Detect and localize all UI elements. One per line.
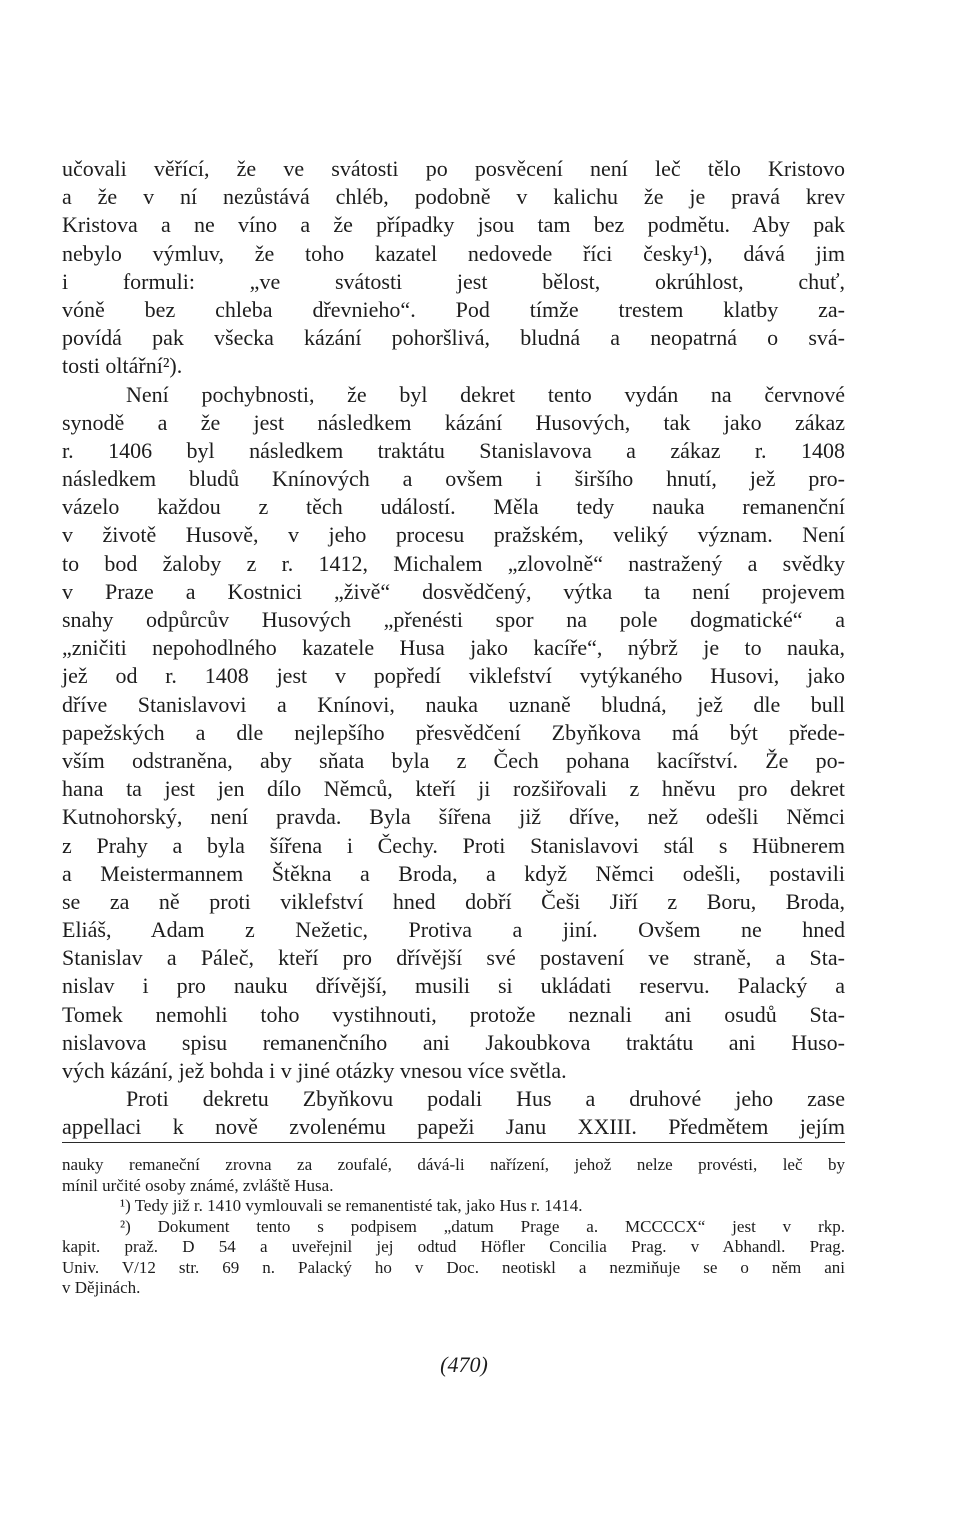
text-line: v životě Husově, v jeho procesu pražském, veliký význam. Není (62, 522, 845, 548)
text-line: dříve Stanislavovi a Knínovi, nauka uznaně bludná, jež dle bull (62, 691, 845, 717)
text-line: „zničiti nepohodlného kazatele Husa jako kacíře“, nýbrž je to nauka, (62, 635, 845, 661)
text-line: hana ta jest jen dílo Němců, kteří ji rozšiřovali z hněvu pro dekret (62, 776, 845, 802)
footnote-line: nauky remaneční zrovna za zoufalé, dává-li nařízení, jehož nelze provésti, leč by (62, 1155, 845, 1174)
footnotes (62, 1155, 845, 1299)
text-line: se za ně proti viklefství hned dobří Češi Jiří z Boru, Broda, (62, 888, 845, 914)
text-line: následkem bludů Knínových a ovšem i širšího hnutí, jež pro- (62, 466, 845, 492)
text-line: papežských a dle nejlepšího přesvědčení Zbyňkova má být přede- (62, 719, 845, 745)
footnote-1: ¹) Tedy již r. 1410 vymlouvali se remanentisté tak, jako Hus r. 1414. (120, 1196, 583, 1215)
text-line: vóně bez chleba dřevnieho“. Pod tímže trestem klatby za- (62, 296, 845, 322)
footnote-line: v Dějinách. (62, 1278, 141, 1297)
paragraph-start-line: Není pochybnosti, že byl dekret tento vydán na červnové (126, 381, 845, 407)
text-line: a že v ní nezůstává chléb, podobně v kalichu že je pravá krev (62, 184, 845, 210)
text-line: v Praze a Kostnici „živě“ dosvědčený, výtka ta není projevem (62, 578, 845, 604)
text-line: Stanislav a Páleč, kteří pro dřívější své postavení ve straně, a Sta- (62, 945, 845, 971)
text-line: vším odstraněna, aby sňata byla z Čech pohana kacířství. Že po- (62, 747, 845, 773)
text-line: jež od r. 1408 jest v popředí viklefství vytýkaného Husovi, jako (62, 663, 845, 689)
text-line: vých kázání, jež bohda i v jiné otázky vnesou více světla. (62, 1058, 567, 1083)
text-line: Eliáš, Adam z Nežetic, Protiva a jiní. Ovšem ne hned (62, 917, 845, 943)
page-number: (470) (440, 1352, 488, 1377)
text-line: to bod žaloby z r. 1412, Michalem „zlovolně“ nastražený a svědky (62, 550, 845, 576)
text-line: povídá pak všecka kázání pohoršlivá, bludná a neopatrná o svá- (62, 325, 845, 351)
footnote-line: kapit. praž. D 54 a uveřejnil jej odtud Höfler Concilia Prag. v Abhandl. Prag. (62, 1237, 845, 1256)
text-line: nebylo výmluv, že toho kazatel nedovede říci česky¹), dává jim (62, 240, 845, 266)
footnote-2: ²) Dokument tento s podpisem „datum Prage a. MCCCCX“ jest v rkp. (120, 1216, 845, 1236)
text-line: a Meistermannem Štěkna a Broda, a když Němci odešli, postavili (62, 860, 845, 886)
text-line: z Prahy a byla šířena i Čechy. Proti Stanislavovi stál s Hübnerem (62, 832, 845, 858)
body-text (62, 155, 845, 1142)
text-line: vázelo každou z těch událostí. Měla tedy nauka remanenční (62, 494, 845, 520)
text-line: učovali věřící, že ve svátosti po posvěcení není leč tělo Kristovo (62, 156, 845, 181)
text-line: Kristova a ne víno a že případky jsou tam bez podmětu. Aby pak (62, 212, 845, 238)
text-line: tosti oltářní²). (62, 353, 183, 379)
text-line: appellaci k nově zvolenému papeži Janu XXIII. Předmětem jejím (62, 1114, 845, 1140)
text-line: synodě a že jest následkem kázání Husových, tak jako zákaz (62, 409, 845, 435)
footnote-line: Univ. V/12 str. 69 n. Palacký ho v Doc. neotiskl a nezmiňuje se o něm ani (62, 1257, 845, 1277)
paragraph-start-line: Proti dekretu Zbyňkovu podali Hus a druhové jeho zase (126, 1086, 845, 1112)
text-line: r. 1406 byl následkem traktátu Stanislavova a zákaz r. 1408 (62, 437, 845, 463)
footnote-line: mínil určité osoby známé, zvláště Husa. (62, 1175, 334, 1195)
footnote-divider (62, 1142, 845, 1143)
text-line: Kutnohorský, není pravda. Byla šířena již dříve, než odešli Němci (62, 804, 845, 830)
text-line: i formuli: „ve svátosti jest bělost, okrúhlost, chuť, (62, 268, 845, 294)
text-line: nislavova spisu remanenčního ani Jakoubkova traktátu ani Huso- (62, 1029, 845, 1055)
text-line: Tomek nemohli toho vystihnouti, protože neznali ani osudů Sta- (62, 1001, 845, 1027)
text-line: nislav i pro nauku dřívější, musili si ukládati reservu. Palacký a (62, 973, 845, 999)
text-line: snahy odpůrcův Husových „přenésti spor na pole dogmatické“ a (62, 607, 845, 632)
